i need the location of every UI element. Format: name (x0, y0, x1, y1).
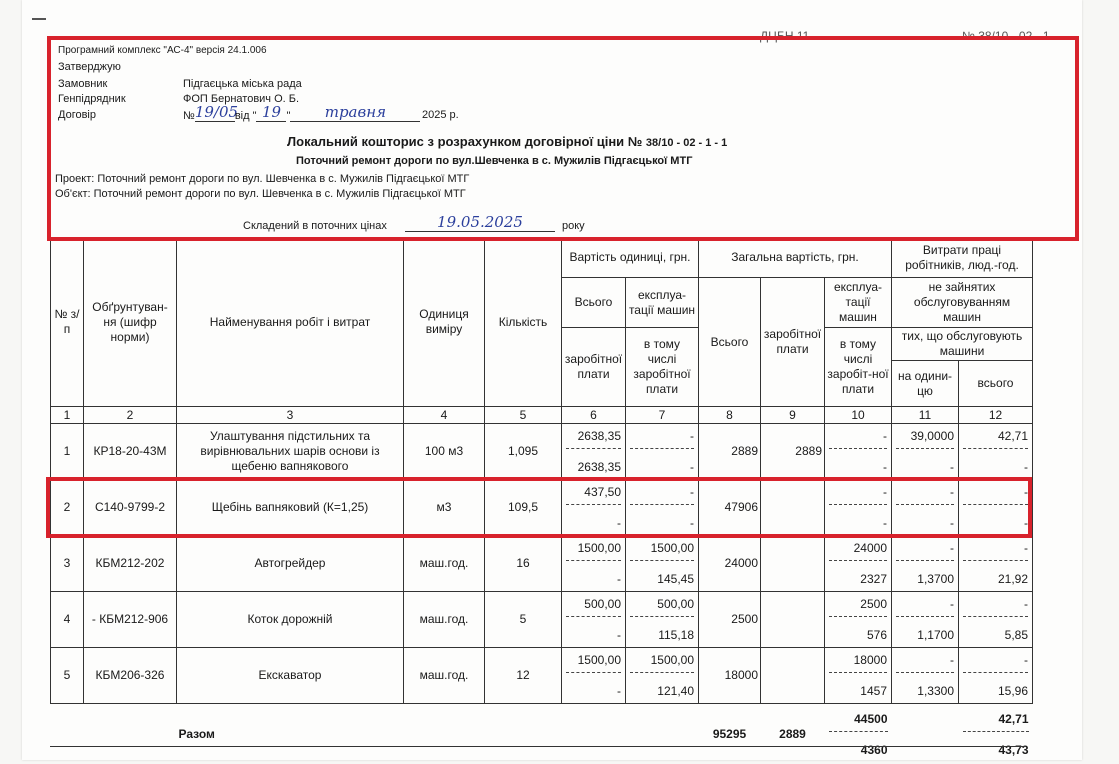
col-header-total-wages: заробітної плати (761, 278, 825, 407)
bottom-rule (50, 746, 1026, 747)
row-labor-per-unit-top: - (950, 485, 954, 500)
col-header-total-all: Всього (699, 278, 761, 407)
table-row (51, 648, 1033, 704)
row-unit-machine-top: - (690, 485, 694, 500)
col-header-no: № з/п (51, 238, 84, 407)
row-labor-per-unit-cell (894, 594, 956, 645)
total-c9: 2889 (761, 704, 825, 764)
total-row (51, 704, 1033, 764)
customer-value: Підгаєцька міська рада (183, 78, 302, 90)
row-labor-per-unit-cell (894, 426, 956, 477)
total-c12-cell (961, 709, 1031, 760)
row-total-machine-top: - (883, 485, 887, 500)
row-labor-per-unit-bottom: - (950, 460, 954, 475)
row-unit-machine-top: 1500,00 (651, 541, 694, 556)
row-unit-machine (626, 592, 699, 648)
row-quantity: 16 (485, 536, 562, 592)
row-total-cost: 24000 (699, 536, 761, 592)
row-unit-machine-bottom: 145,45 (657, 572, 694, 587)
row-labor-per-unit (892, 648, 959, 704)
row-labor-per-unit-bottom: 1,3700 (917, 572, 954, 587)
row-total-machine-bottom: - (883, 516, 887, 531)
prices-date: 19.05.2025 (405, 213, 555, 232)
row-unit-cost-top: 437,50 (584, 485, 621, 500)
estimate-number: 38/10 - 02 - 1 - 1 (646, 137, 727, 149)
col-num-7: 7 (626, 407, 699, 424)
row-labor-all-bottom: - (1024, 516, 1028, 531)
contract-from: від " (235, 110, 257, 122)
row-code: - КБМ212-906 (84, 592, 177, 648)
row-unit-cost-bottom: 2638,35 (578, 460, 621, 475)
total-c6 (562, 704, 626, 764)
row-labor-all-cell (961, 538, 1030, 589)
row-total-wages (761, 648, 825, 704)
row-number: 5 (51, 648, 84, 704)
row-name: Екскаватор (177, 648, 404, 704)
approve-label: Затверджую (58, 61, 121, 73)
row-labor-all (959, 536, 1033, 592)
contract-line (183, 103, 420, 123)
contractor-label: Генпідрядник (58, 93, 126, 105)
row-labor-all-cell (961, 482, 1030, 533)
row-unit-cost (562, 648, 626, 704)
row-labor-per-unit (892, 592, 959, 648)
row-total-machine-top: 18000 (854, 653, 887, 668)
row-quantity: 12 (485, 648, 562, 704)
row-unit-cost-bottom: - (617, 516, 621, 531)
col-header-unit-machine: експлуа-тації машин (626, 278, 699, 328)
row-unit-cost-cell (564, 482, 623, 533)
row-unit-machine-divider (630, 672, 694, 673)
row-quantity: 1,095 (485, 424, 562, 480)
row-unit-machine-bottom: - (690, 460, 694, 475)
row-unit-cost-divider (566, 616, 621, 617)
prices-suffix: року (562, 220, 585, 232)
row-total-machine-bottom: 2327 (860, 572, 887, 587)
row-labor-all-bottom: 21,92 (998, 572, 1028, 587)
col-header-name: Найменування робіт і витрат (177, 238, 404, 407)
row-unit: маш.год. (404, 648, 485, 704)
row-labor-all-cell (961, 650, 1030, 701)
row-unit-cost (562, 536, 626, 592)
row-total-machine-cell (827, 482, 889, 533)
row-unit-cost-divider (566, 560, 621, 561)
col-header-code: Обґрунтуван-ня (шифр норми) (84, 238, 177, 407)
form-code: ДЦБН 11 (760, 29, 809, 43)
row-unit-machine-divider (630, 560, 694, 561)
row-unit-machine-top: 500,00 (657, 597, 694, 612)
row-number: 2 (51, 480, 84, 536)
col-num-9: 9 (761, 407, 825, 424)
customer-label: Замовник (58, 78, 107, 90)
row-quantity: 109,5 (485, 480, 562, 536)
row-labor-per-unit (892, 424, 959, 480)
row-labor-per-unit-divider (896, 560, 954, 561)
row-total-machine-top: - (883, 429, 887, 444)
contractor-value: ФОП Бернатович О. Б. (183, 93, 299, 105)
table-row (51, 480, 1033, 536)
row-unit-machine (626, 480, 699, 536)
row-unit-machine-cell (628, 650, 696, 701)
row-unit-machine (626, 424, 699, 480)
row-labor-per-unit-top: - (950, 541, 954, 556)
row-unit-cost-bottom: - (617, 684, 621, 699)
row-total-machine-top: 2500 (860, 597, 887, 612)
row-labor-all-cell (961, 426, 1030, 477)
page-mark (32, 18, 46, 20)
row-labor-per-unit-top: 39,0000 (911, 429, 954, 444)
project-line: Проект: Поточний ремонт дороги по вул. Шевченка в с. Мужилів Підгаєцької МТГ (55, 173, 469, 185)
col-num-8: 8 (699, 407, 761, 424)
col-header-total-incl-wages: в тому числі заробіт-ної плати (825, 328, 892, 407)
total-c10-cell (827, 709, 890, 760)
row-total-machine-cell (827, 538, 889, 589)
row-labor-all-divider (963, 560, 1028, 561)
col-num-1: 1 (51, 407, 84, 424)
row-unit-machine-divider (630, 504, 694, 505)
row-unit-cost-top: 1500,00 (578, 541, 621, 556)
row-unit: маш.год. (404, 536, 485, 592)
row-total-wages (761, 480, 825, 536)
col-num-2: 2 (84, 407, 177, 424)
contract-month: травня (290, 103, 420, 122)
col-header-total-cost: Загальна вартість, грн. (699, 238, 892, 278)
row-unit-cost-cell (564, 594, 623, 645)
contract-year: 2025 р. (422, 109, 459, 121)
total-c10-bottom: 4360 (861, 743, 888, 758)
row-labor-per-unit-bottom: - (950, 516, 954, 531)
row-total-machine (825, 536, 892, 592)
row-labor-all (959, 480, 1033, 536)
table-row (51, 592, 1033, 648)
row-labor-all-top: - (1024, 541, 1028, 556)
contract-label: Договір (58, 109, 96, 121)
row-unit-machine-bottom: - (690, 516, 694, 531)
row-total-machine (825, 480, 892, 536)
row-unit-cost-cell (564, 650, 623, 701)
contract-quote: " (286, 110, 290, 122)
row-total-machine-divider (829, 448, 887, 449)
col-num-6: 6 (562, 407, 626, 424)
row-total-machine-cell (827, 594, 889, 645)
total-c11 (892, 704, 959, 764)
row-labor-per-unit-cell (894, 482, 956, 533)
column-numbers-row (51, 407, 1033, 424)
row-unit-cost-bottom: - (617, 572, 621, 587)
row-unit-cost (562, 592, 626, 648)
row-labor-all-divider (963, 448, 1028, 449)
total-c8: 95295 (699, 704, 761, 764)
row-code: КБМ212-202 (84, 536, 177, 592)
total-c12 (959, 704, 1033, 764)
row-labor-all-bottom: 15,96 (998, 684, 1028, 699)
row-quantity: 5 (485, 592, 562, 648)
row-number: 4 (51, 592, 84, 648)
estimate-table (50, 237, 1033, 764)
row-total-machine (825, 424, 892, 480)
row-unit-machine-cell (628, 426, 696, 477)
row-total-cost: 18000 (699, 648, 761, 704)
row-total-machine-bottom: 576 (867, 628, 887, 643)
row-unit-machine-top: - (690, 429, 694, 444)
row-labor-all-bottom: - (1024, 460, 1028, 475)
row-total-machine-bottom: - (883, 460, 887, 475)
row-labor-all-cell (961, 594, 1030, 645)
row-total-machine (825, 648, 892, 704)
row-labor-per-unit-bottom: 1,1700 (917, 628, 954, 643)
row-name: Щебінь вапняковий (К=1,25) (177, 480, 404, 536)
row-total-machine-cell (827, 426, 889, 477)
total-c7 (626, 704, 699, 764)
row-labor-per-unit-divider (896, 504, 954, 505)
row-labor-all-bottom: 5,85 (1005, 628, 1028, 643)
row-unit-machine-top: 1500,00 (651, 653, 694, 668)
col-header-employed: тих, що обслуговують машини (892, 328, 1033, 361)
software-version: Програмний комплекс "АС-4" версія 24.1.006 (58, 45, 267, 56)
row-unit: маш.год. (404, 592, 485, 648)
document-number-top: № 38/10 - 02 - 1 (962, 29, 1050, 43)
row-unit-machine (626, 648, 699, 704)
row-labor-all (959, 592, 1033, 648)
row-unit-cost-divider (566, 672, 621, 673)
row-labor-all-top: - (1024, 597, 1028, 612)
row-total-wages: 2889 (761, 424, 825, 480)
row-unit-cost-top: 500,00 (584, 597, 621, 612)
row-unit-cost-divider (566, 504, 621, 505)
row-total-machine-divider (829, 672, 887, 673)
total-c10-divider (829, 731, 888, 732)
row-code: КР18-20-43М (84, 424, 177, 480)
total-c10 (825, 704, 892, 764)
total-c12-bottom: 43,73 (998, 743, 1028, 758)
row-labor-per-unit-divider (896, 448, 954, 449)
row-labor-per-unit (892, 536, 959, 592)
col-header-unit-cost: Вартість одиниці, грн. (562, 238, 699, 278)
contract-no-prefix: № (183, 110, 195, 122)
row-total-machine-cell (827, 650, 889, 701)
col-header-total-machine: експлуа-тації машин (825, 278, 892, 328)
col-header-unit-wages: заробітної плати (562, 328, 626, 407)
row-unit-cost (562, 480, 626, 536)
row-labor-per-unit-cell (894, 650, 956, 701)
total-c12-divider (963, 731, 1029, 732)
row-total-wages (761, 592, 825, 648)
row-labor-all-top: - (1024, 653, 1028, 668)
prices-label: Складений в поточних цінах (243, 220, 387, 232)
col-header-labor: Витрати праці робітників, люд.-год. (892, 238, 1033, 278)
col-header-qty: Кількість (485, 238, 562, 407)
row-code: КБМ206-326 (84, 648, 177, 704)
row-unit-machine-cell (628, 594, 696, 645)
row-unit-machine-divider (630, 616, 694, 617)
row-labor-all-divider (963, 672, 1028, 673)
row-unit-machine-cell (628, 482, 696, 533)
row-unit: 100 м3 (404, 424, 485, 480)
row-labor-per-unit-bottom: 1,3300 (917, 684, 954, 699)
col-header-unit-all: Всього (562, 278, 626, 328)
row-labor-per-unit-top: - (950, 597, 954, 612)
row-total-machine-divider (829, 616, 887, 617)
col-num-12: 12 (959, 407, 1033, 424)
total-label: Разом (51, 704, 562, 764)
col-num-10: 10 (825, 407, 892, 424)
row-unit-machine-cell (628, 538, 696, 589)
row-labor-per-unit-cell (894, 538, 956, 589)
row-unit-cost-bottom: - (617, 628, 621, 643)
row-unit-machine-divider (630, 448, 694, 449)
contract-day: 19 (256, 103, 286, 122)
row-total-machine-top: 24000 (854, 541, 887, 556)
estimate-subtitle: Поточний ремонт дороги по вул.Шевченка в с. Мужилів Підгаєцької МТГ (296, 155, 692, 167)
col-header-unit-incl-wages: в тому числі заробітної плати (626, 328, 699, 407)
total-c12-top: 42,71 (998, 712, 1028, 727)
row-unit-cost-cell (564, 426, 623, 477)
row-total-machine-divider (829, 504, 887, 505)
col-num-4: 4 (404, 407, 485, 424)
estimate-title-text: Локальний кошторис з розрахунком договірної ціни № (287, 134, 642, 149)
col-num-11: 11 (892, 407, 959, 424)
row-unit-cost-top: 2638,35 (578, 429, 621, 444)
row-labor-all-top: - (1024, 485, 1028, 500)
total-c10-top: 44500 (854, 712, 887, 727)
col-header-not-employed: не зайнятих обслуговуванням машин (892, 278, 1033, 328)
row-total-cost: 2889 (699, 424, 761, 480)
row-unit-cost (562, 424, 626, 480)
row-labor-all (959, 648, 1033, 704)
row-labor-per-unit-divider (896, 616, 954, 617)
row-total-machine (825, 592, 892, 648)
estimate-title (287, 134, 727, 149)
col-num-5: 5 (485, 407, 562, 424)
col-header-labor-all: всього (959, 361, 1033, 407)
row-labor-per-unit (892, 480, 959, 536)
row-total-machine-bottom: 1457 (860, 684, 887, 699)
row-labor-per-unit-divider (896, 672, 954, 673)
contract-number: 19/05 (195, 103, 235, 122)
object-line: Об'єкт: Поточний ремонт дороги по вул. Шевченка в с. Мужилів Підгаєцької МТГ (55, 188, 466, 200)
row-number: 1 (51, 424, 84, 480)
row-total-machine-divider (829, 560, 887, 561)
row-total-cost: 2500 (699, 592, 761, 648)
row-number: 3 (51, 536, 84, 592)
row-labor-all-top: 42,71 (998, 429, 1028, 444)
row-unit-cost-top: 1500,00 (578, 653, 621, 668)
col-header-per-unit: на одини-цю (892, 361, 959, 407)
col-num-3: 3 (177, 407, 404, 424)
row-unit-machine-bottom: 121,40 (657, 684, 694, 699)
row-name: Автогрейдер (177, 536, 404, 592)
row-labor-per-unit-top: - (950, 653, 954, 668)
row-total-cost: 47906 (699, 480, 761, 536)
row-name: Коток дорожній (177, 592, 404, 648)
row-unit-machine-bottom: 115,18 (658, 628, 694, 643)
table-row (51, 424, 1033, 480)
row-labor-all-divider (963, 504, 1028, 505)
row-name: Улаштування підстильних та вирівнювальних шарів основи із щебеню вапнякового (177, 424, 404, 480)
row-unit: м3 (404, 480, 485, 536)
row-unit-cost-cell (564, 538, 623, 589)
row-labor-all-divider (963, 616, 1028, 617)
row-unit-cost-divider (566, 448, 621, 449)
table-row (51, 536, 1033, 592)
row-unit-machine (626, 536, 699, 592)
row-total-wages (761, 536, 825, 592)
col-header-unit: Одиниця виміру (404, 238, 485, 407)
row-labor-all (959, 424, 1033, 480)
row-code: С140-9799-2 (84, 480, 177, 536)
